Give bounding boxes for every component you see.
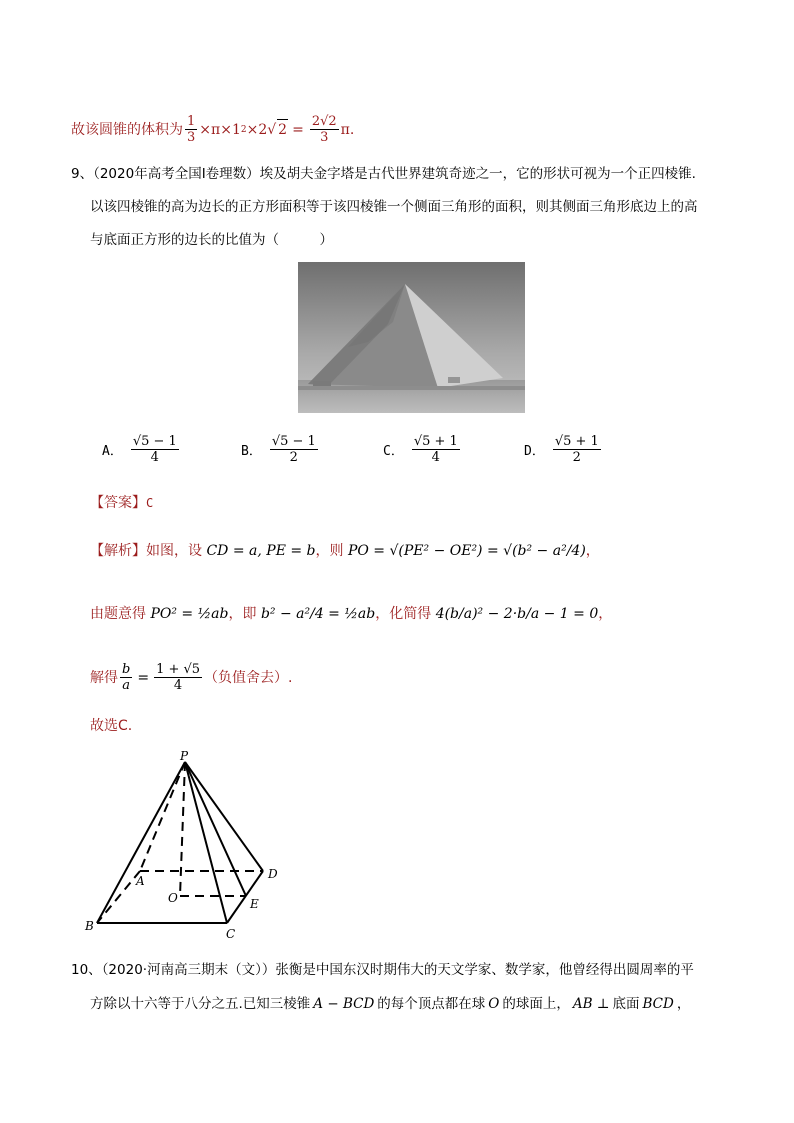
prev-fraction-result: $\frac{2√2}{3}$ [311,114,337,145]
answer-value: C [146,496,154,510]
q9-stem-1: （2020年高考全国Ⅰ卷理数）埃及胡夫金字塔是古代世界建筑奇迹之一，它的形状可视为一个正四棱锥. [93,166,696,182]
q9-answer [90,493,153,513]
q9-analysis-line1: 【解析】如图，设 CD = a, PE = b，则 PO = √(PE² − OE²) = √(b² − a²/4)， [90,543,600,559]
step3-lhs: $\frac{b}{a}$ [122,662,131,693]
q9-line3: 与底面正方形的边长的比值为（ ） [90,232,333,248]
label-B: B [85,919,94,933]
q10-line2: 方除以十六等于八分之五.已知三棱锥 A − BCD 的每个顶点都在球 O 的球面上， AB ⊥ 底面 BCD ， [90,996,691,1012]
edge-AB [97,871,140,923]
analysis-tag: 【解析】 [90,543,146,559]
pyramid-photo [298,262,525,413]
answer-tag: 【答案】 [90,495,146,511]
q10-number: 10、 [71,962,102,978]
step3-rhs: $\frac{1 + √5}{4}$ [156,662,201,693]
step2-expr1: PO² = ½ab [150,606,229,622]
label-C: C [226,927,236,940]
pyramid-diagram [80,750,290,940]
prev-volume-line: 故该圆锥的体积为 $\frac{1}{3}$ ×π×1 2 ×2 √ 2 = $\frac{2√2}{3}$ π. [71,114,355,145]
label-A: A [136,874,145,888]
step2-expr2: b² − a²/4 = ½ab [260,606,376,622]
edge-PD [185,762,263,871]
q9-choice-b[interactable]: B． $\frac{√5 - 1}{2}$ [241,434,316,465]
label-D: D [268,867,278,881]
edge-PA [140,762,185,871]
q10-stem-1: （2020·河南高三期末（文））张衡是中国东汉时期伟大的天文学家、数学家，他曾经得出圆周率的平 [101,962,694,978]
q9-conclusion: 故选C. [90,718,133,734]
q9-line1 [71,164,696,184]
q9-choice-a[interactable]: A． $\frac{√5 - 1}{4}$ [102,434,177,465]
q9-choice-c[interactable]: C． $\frac{√5 + 1}{4}$ [383,434,458,465]
step2-expr3: 4(b/a)² − 2·b/a − 1 = 0 [435,606,599,622]
pyramid-photo-svg [298,262,525,413]
label-O: O [168,891,178,905]
q9-choice-d[interactable]: D． $\frac{√5 + 1}{2}$ [524,434,599,465]
q9-line2: 以该四棱锥的高为边长的正方形面积等于该四棱锥一个侧面三角形的面积，则其侧面三角形底边上的高 [90,199,698,215]
label-E: E [250,897,259,911]
q9-analysis-line3: 解得 $\frac{b}{a}$ = $\frac{1 + √5}{4}$ （负值舍去）. [90,662,293,693]
q10-line1 [71,960,694,980]
edge-PO [180,762,185,896]
q9-number: 9、 [71,166,94,182]
prev-expr-tail: ×2 [246,121,268,138]
prev-fraction-one-third: $\frac{1}{3}$ [187,114,196,145]
prev-volume-prefix: 故该圆锥的体积为 [71,121,183,138]
analysis-expr1: CD = a, PE = b [206,543,316,559]
analysis-expr2: PO = √(PE² − OE²) = √(b² − a²/4) [347,543,586,559]
label-P: P [180,750,189,763]
prev-expr-mid: ×π×1 [199,121,241,138]
q9-analysis-line2: 由题意得 PO² = ½ab，即 b² − a²/4 = ½ab，化简得 4(b/a)² − 2·b/a − 1 = 0， [90,606,613,622]
